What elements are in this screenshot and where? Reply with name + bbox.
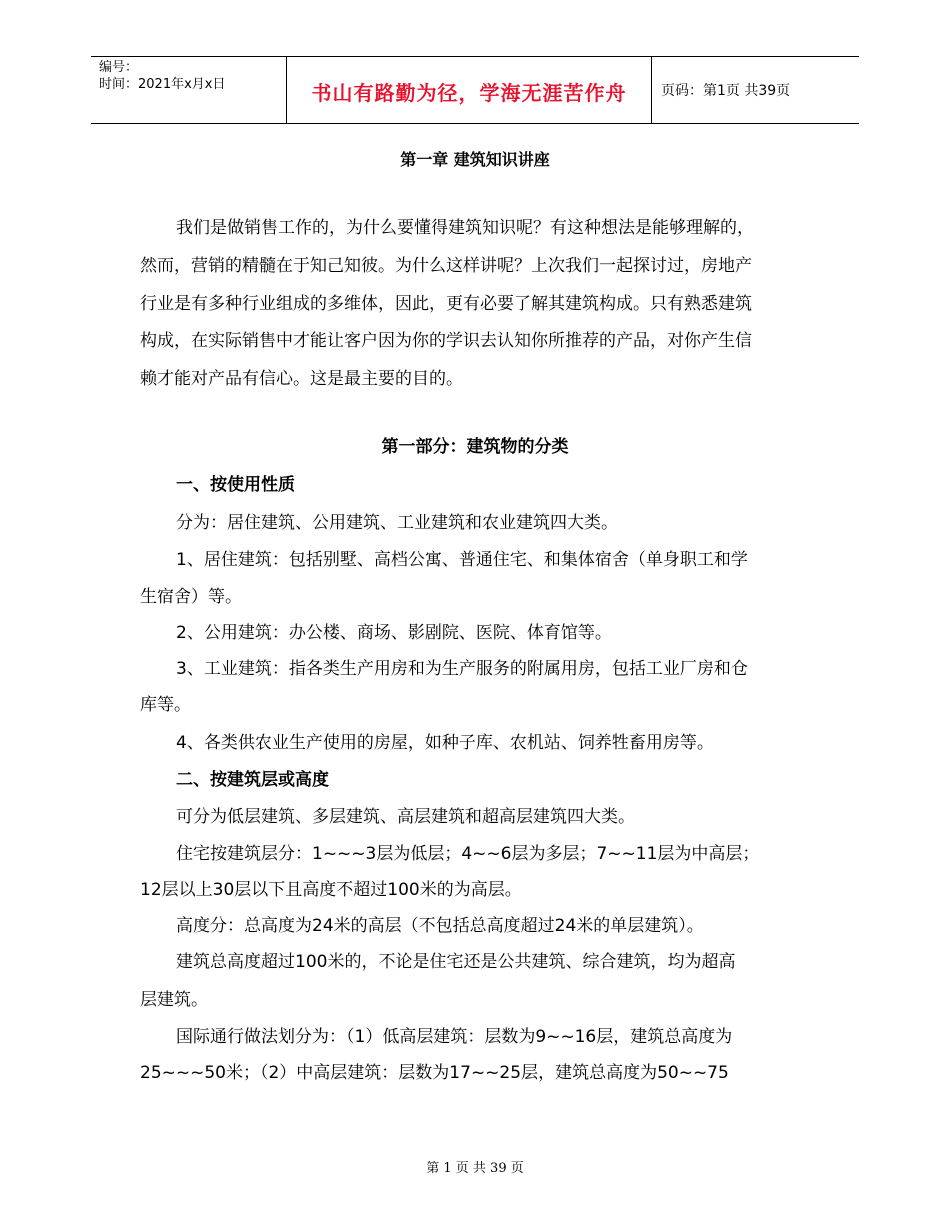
body-line: 2、公用建筑：办公楼、商场、影剧院、医院、体育馆等。 bbox=[176, 623, 612, 643]
body-line: 住宅按建筑层分：1~~~3层为低层；4~~6层为多层；7~~11层为中高层； bbox=[176, 844, 760, 864]
section-heading-height: 二、按建筑层或高度 bbox=[176, 770, 329, 790]
document-number-label: 编号： bbox=[99, 60, 139, 75]
body-line: 3、工业建筑：指各类生产用房和为生产服务的附属用房，包括工业厂房和仓 bbox=[176, 659, 748, 679]
page-footer: 第 1 页 共 39 页 bbox=[426, 1161, 524, 1176]
section-heading-usage: 一、按使用性质 bbox=[176, 475, 295, 495]
body-line: 生宿舍）等。 bbox=[140, 587, 242, 607]
intro-line: 构成，在实际销售中才能让客户因为你的学识去认知你所推荐的产品，对你产生信 bbox=[140, 331, 752, 351]
page-header bbox=[91, 56, 859, 124]
intro-line: 然而，营销的精髓在于知己知彼。为什么这样讲呢？上次我们一起探讨过，房地产 bbox=[140, 256, 752, 276]
chapter-title: 第一章 建筑知识讲座 bbox=[400, 150, 550, 169]
header-page-cell bbox=[651, 57, 859, 123]
header-meta bbox=[91, 57, 286, 123]
motto-text: 书山有路勤为径，学海无涯苦作舟 bbox=[311, 81, 627, 105]
body-line: 分为：居住建筑、公用建筑、工业建筑和农业建筑四大类。 bbox=[176, 513, 618, 533]
part-title: 第一部分：建筑物的分类 bbox=[381, 437, 569, 457]
body-line: 12层以上30层以下且高度不超过100米的为高层。 bbox=[140, 880, 522, 900]
body-line: 4、各类供农业生产使用的房屋，如种子库、农机站、饲养牲畜用房等。 bbox=[176, 733, 714, 753]
body-line: 可分为低层建筑、多层建筑、高层建筑和超高层建筑四大类。 bbox=[176, 807, 635, 827]
body-line: 库等。 bbox=[140, 695, 191, 715]
body-line: 建筑总高度超过100米的，不论是住宅还是公共建筑、综合建筑，均为超高 bbox=[176, 952, 736, 972]
header-motto-cell bbox=[286, 57, 652, 123]
body-line: 国际通行做法划分为：（1）低高层建筑：层数为9~~16层，建筑总高度为 bbox=[176, 1027, 733, 1047]
intro-line: 我们是做销售工作的，为什么要懂得建筑知识呢？有这种想法是能够理解的， bbox=[176, 218, 754, 238]
document-time-label: 时间：2021年x月x日 bbox=[99, 77, 226, 92]
intro-line: 赖才能对产品有信心。这是最主要的目的。 bbox=[140, 369, 463, 389]
body-line: 高度分：总高度为24米的高层（不包括总高度超过24米的单层建筑）。 bbox=[176, 916, 704, 936]
body-line: 25~~~50米；（2）中高层建筑：层数为17~~25层，建筑总高度为50~~75 bbox=[140, 1063, 729, 1083]
body-line: 1、居住建筑：包括别墅、高档公寓、普通住宅、和集体宿舍（单身职工和学 bbox=[176, 550, 748, 570]
intro-line: 行业是有多种行业组成的多维体，因此，更有必要了解其建筑构成。只有熟悉建筑 bbox=[140, 294, 752, 314]
page-info: 页码：第1页 共39页 bbox=[661, 83, 791, 99]
body-line: 层建筑。 bbox=[140, 990, 208, 1010]
